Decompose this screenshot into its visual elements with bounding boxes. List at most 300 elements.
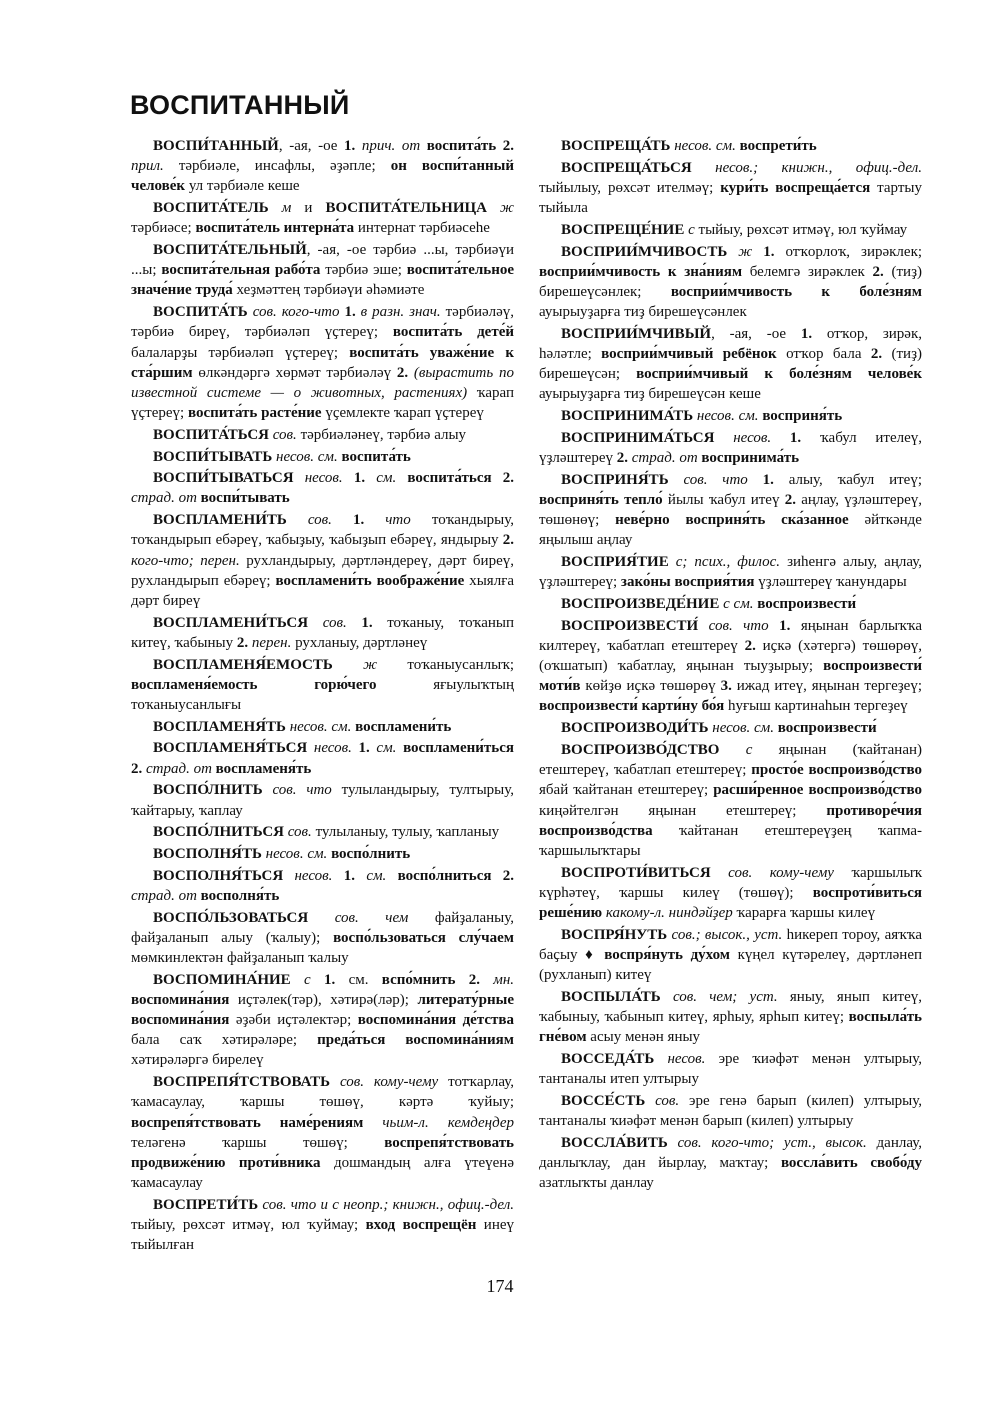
example-phrase: восприи́мчивый ребёнок [601,346,777,363]
grammar-note: несов. [313,740,352,757]
translation-text [645,1093,655,1109]
dictionary-entry [539,220,922,240]
dictionary-entry [131,970,514,1071]
example-phrase: воспита́ть расте́ние [187,405,322,422]
headword: ВОСПРИНИМА́ТЬСЯ [561,429,715,446]
example-phrase: воспыла́ть гне́вом [539,1009,922,1046]
translation-text [654,1051,667,1067]
translation-text: тәрбиәле, инсафлы, әҙәпле; [163,158,391,175]
headword: 2. [502,138,515,154]
example-phrase: воспринима́ть [701,450,800,467]
grammar-note: см. [376,740,397,757]
translation-text [332,868,343,884]
headword: ВОСПРИНИМА́ТЬ [561,408,694,425]
translation-text: тәрбиәсе; [131,220,196,237]
dictionary-entry [131,655,514,716]
translation-text: теләгенә ҡаршы төшөү; [131,1134,385,1151]
headword: ВОСПЛАМЕНЯ́ЕМОСТЬ [153,656,333,673]
translation-text: , -ая, -ое [278,138,345,154]
dictionary-entry [131,866,514,906]
example-phrase: воспроизвести́ [757,595,857,612]
translation-text [308,615,323,631]
translation-text: үҙләштереү ҡанундары [754,574,907,591]
translation-text [719,742,745,758]
example-phrase: литерату́рные воспомина́ния [131,991,514,1029]
translation-text: , -ая, -ое [711,325,801,342]
headword: ВОССЕ́СТЬ [561,1092,646,1109]
example-phrase: вспо́мнить [381,971,456,988]
headword: ВОСПОЛНЯ́ТЬСЯ [153,867,284,884]
dictionary-entry [539,470,922,551]
dictionary-entry [131,136,514,197]
grammar-note: м [281,200,292,217]
translation-text: һикереп тороу, аяҡҡа баҫыу ♦ [539,926,922,963]
translation-text: см. [348,971,382,988]
dictionary-entry [539,158,922,219]
dictionary-entry [539,1049,922,1089]
dictionary-entry [539,740,922,861]
translation-text: зиһенгә алыу, аңлау, үҙләштереү; [539,554,922,591]
translation-text: тыйыу, рөхсәт итмәү, юл ҡуймау [694,221,908,238]
translation-text: көйҙө иҫкә төшөрөү [580,678,721,695]
grammar-note: ниндәйҙер [668,905,733,922]
grammar-note: кемдеңдер [447,1114,515,1131]
translation-text: мөмкинлектән файҙаланып ҡалыу [131,949,349,966]
translation-text [668,1135,678,1151]
headword: 1. [800,325,827,342]
translation-text [496,138,503,154]
translation-text [307,740,314,756]
translation-text [291,972,304,988]
translation-text: үҫемлекте ҡарап үҫтереү [321,405,484,422]
grammar-note: с [723,595,730,612]
translation-text: ҡарап үҫтереү; [131,384,514,422]
headword: ВОСПРЕПЯ́ТСТВОВАТЬ [153,1074,331,1091]
grammar-note: сов. кому-чему [339,1074,439,1091]
translation-text [748,472,763,488]
headword: 1. [344,138,362,154]
translation-text: алыу, ҡабул итеү; [788,471,923,488]
dictionary-entry [131,1072,514,1193]
translation-text [771,430,790,446]
translation-text [711,865,729,881]
grammar-note: сов. [272,426,297,443]
translation-text: тоҡаныу, тоҡанып китеү, ҡабыныу [131,614,515,651]
headword: 2. [872,263,892,280]
grammar-note: что [385,512,411,529]
dictionary-entry [539,552,922,592]
translation-text: тәрбиә эше; [320,262,407,279]
example-phrase: он воспи́танный челове́к [131,158,515,195]
example-phrase: восприи́мчивый к боле́зням челове́к [636,366,922,383]
translation-text: (тиҙ) бирешеүсәнлек; [539,263,922,300]
example-phrase: воспита́ть [341,448,411,465]
grammar-note: с [304,971,311,988]
headword: ВОСПЛАМЕНЯ́ТЬ [153,718,286,735]
running-head: ВОСПИТАННЫЙ [130,90,350,120]
headword: ВОСПРОИЗВЕДЕ́НИЕ [561,595,720,612]
translation-text [396,470,407,486]
translation-text [294,470,305,486]
headword: 1. [343,867,367,884]
grammar-note: несов. см. [674,138,736,154]
right-column [539,136,922,1195]
headword: ВОСПО́ЛНИТЬСЯ [153,824,285,841]
grammar-note: с [688,221,695,238]
grammar-note: сов. чем; уст. [672,988,778,1005]
grammar-note: кого-что; перен. [131,552,240,569]
headword: 2. [744,637,763,654]
translation-text: тәрбиәләнеү, тәрбиә алыу [296,426,467,443]
dictionary-entry [539,1133,922,1194]
example-phrase: воспрети́ть [739,138,817,154]
headword: 2. [236,634,252,651]
translation-text [698,618,708,634]
grammar-note: с [745,741,753,758]
dictionary-entry [539,925,922,986]
translation-text [343,470,354,486]
grammar-note: см. [366,867,387,884]
headword: 1. [762,471,789,488]
grammar-note: сов. что [272,782,332,799]
dictionary-entry [131,302,514,423]
grammar-note: сов. чем [334,909,409,926]
headword: ВОСПИТА́ТЕЛЬНИЦА [325,200,487,217]
headword: 1. [344,304,361,321]
example-phrase: кури́ть воспреща́ется [720,179,871,196]
example-phrase: воспита́ться [407,470,492,487]
translation-text: азатлыҡты данлау [539,1175,654,1192]
example-phrase: воспомина́ния де́тства [357,1012,514,1029]
headword: 2. [502,470,515,487]
dictionary-entry [131,822,514,842]
grammar-note: сов. кого-что [252,304,340,321]
example-phrase: воспрепя́тствовать наме́рениям [131,1114,364,1131]
grammar-note: сов. кого-что; уст., высок. [677,1134,867,1151]
grammar-note: несов. см. [712,720,774,737]
grammar-note: с; псих., филос. [675,554,781,571]
dictionary-entry [539,428,922,468]
translation-text: өлкәндәргә хөрмәт тәрбиәләү [192,364,397,381]
grammar-note: сов. что [708,617,769,634]
headword: ВОСПРЕЩА́ТЬ [561,138,671,154]
headword: ВОСПРЕТИ́ТЬ [153,1196,259,1213]
dictionary-entry [131,738,514,778]
translation-text [669,554,676,570]
translation-text [363,1115,382,1131]
translation-text: рухланыу, дәртләнеү [291,634,428,651]
translation-text: яңынан (ҡайтанан) етештереү, ҡабатлап етештереү; [539,741,922,779]
translation-text: интернат тәрбиәсеһе [354,220,490,237]
grammar-note: в разн. знач. [360,304,441,321]
headword: ВОСПЛАМЕНИ́ТЬ [153,512,287,529]
translation-text [487,200,500,216]
grammar-note: несов. см. [289,718,352,735]
example-phrase: восприня́ть тепло́ [539,491,663,508]
headword: 3. [720,678,737,695]
example-phrase: воспроти́виться реше́нию [539,884,922,922]
dictionary-entry [539,987,922,1048]
translation-text: рухландырыу, дәртләндереү, дәрт биреү, рухландырып ебәреү; [131,552,514,589]
grammar-note: мн. [493,971,515,988]
headword: ВОСПЛАМЕНИ́ТЬСЯ [153,614,309,631]
headword: 1. [324,971,349,988]
grammar-note: сов. что и с неопр.; книжн., офиц.-дел. [262,1196,514,1213]
grammar-note: несов. [733,429,772,446]
example-phrase: противоре́чия воспроизво́дства [539,802,922,839]
headword: ВОСПИТА́ТЕЛЬНЫЙ [153,242,307,259]
dictionary-entry [539,1091,922,1131]
grammar-note: сов. [322,614,347,631]
translation-text [333,657,363,673]
example-phrase: воспита́тельное значе́ние труда́ [131,262,514,299]
dictionary-entry [539,718,922,738]
grammar-note: ж [738,243,753,260]
headword: ВОСПРИЯ́ТИЕ [561,554,669,571]
example-phrase: восприня́ть [762,408,843,425]
translation-text [669,472,684,488]
dictionary-entry [131,844,514,864]
translation-text: отҡор, зирәк, һәләтле; [539,325,922,363]
example-phrase: воспламени́ть воображе́ние [275,572,465,589]
example-phrase: воссла́вить свобо́ду [780,1154,923,1171]
translation-text: балаларҙы тәрбиәләп үҫтереү; [131,344,350,361]
grammar-note: сов. [307,512,332,529]
translation-text [752,244,763,260]
translation-text [352,740,359,756]
translation-text [308,910,335,926]
left-column [131,136,514,1257]
headword: ВОСПЫЛА́ТЬ [561,988,661,1005]
translation-text [263,782,273,798]
grammar-note: страд. от [631,450,698,467]
translation-text [386,868,397,884]
example-phrase: воспо́льзоваться слу́чаем [333,929,515,946]
example-phrase: зако́ны восприя́тия [620,574,755,591]
translation-text: отҡор бала [776,346,871,363]
translation-text: бала саҡ хәтирәләре; [131,1032,318,1049]
translation-text [332,512,353,528]
translation-text: файҙаланыу, файҙаланып алыу (ҡалыу); [131,909,514,946]
example-phrase: воспита́тель интерна́та [195,220,355,237]
headword: 2. [616,450,632,467]
dictionary-entry [131,510,514,611]
headword: ВОСПЛАМЕНЯ́ТЬСЯ [153,740,308,757]
translation-text [347,615,362,631]
example-phrase: воспрепя́тствовать продвиже́нию проти́вника [131,1134,514,1171]
grammar-note: прич. от [361,138,427,154]
headword: 2. [870,346,892,363]
headword: 1. [763,243,786,260]
example-phrase: воспо́лниться [397,867,492,884]
example-phrase: воспита́тельная рабо́та [161,262,321,279]
translation-text: тәрбиәләү, тәрбиә биреү, тәрбиәләп үҫтереү; [131,304,515,341]
example-phrase: воспря́нуть ду́хом [604,946,731,963]
headword: 1. [779,617,801,634]
example-phrase: расши́ренное воспроизво́дство [713,782,922,799]
translation-text: , -ая, -ое тәрбиә ...ы, тәрбиәүи ...ы; [131,242,514,279]
translation-text: ҡайтанан етештереүҙең ҡапма-ҡаршылыҡтары [539,822,922,859]
headword: 2. [502,867,515,884]
headword: ВОСПИ́ТАННЫЙ [153,138,279,154]
dictionary-entry [539,242,922,323]
translation-text: данлау, данлыҡлау, дан йырлау, маҡтау; [539,1134,922,1171]
translation-text: әҙәби иҫтәлектәр; [229,1012,358,1029]
translation-text: белемгә зирәклек [742,263,873,280]
translation-text: тыйылыу, рөхсәт ителмәү; [539,179,721,196]
headword: ВОСПИТА́ТЕЛЬ [153,200,269,217]
grammar-note: несов. [667,1050,706,1067]
translation-text [492,470,503,486]
translation-text: аңлау, үҙләштереү, төшөнөү; [539,491,922,529]
dictionary-entry [539,406,922,426]
headword: ВОСПОМИНА́НИЕ [153,971,291,988]
translation-text: эре ҡиәфәт менән ултырыу, тантаналы итеп ултырыу [539,1050,923,1088]
grammar-note: ж [363,656,378,673]
dictionary-entry [539,616,922,717]
headword: ВОСПРОИЗВО́ДСТВО [561,741,720,758]
grammar-note: сов. кому-чему [728,864,834,881]
dictionary-entry [539,594,922,614]
translation-text: иҫкә (хәтергә) төшөрөү, (оҡшатып) ҡабатлау, яңынан тыуҙырыу; [539,637,922,675]
dictionary-entry [131,1195,514,1256]
translation-text: тоҡандырыу, тоҡандырып ебәреү, ҡабыҙыу, ҡабыҙып ебәреү, яндырыу [131,512,515,549]
translation-text [330,1074,340,1090]
example-phrase: воспомина́ния [131,991,230,1008]
translation-text: (тиҙ) бирешеүсән; [539,346,922,383]
headword: 1. [789,429,820,446]
grammar-note: (вырастить по известной системе — о животных, растениях) [131,364,514,401]
grammar-note: см. [733,595,754,612]
translation-text: асыу менән яныу [586,1029,701,1046]
example-phrase: воспроизвести́ карти́ну бо́я [539,698,725,715]
grammar-note: несов.; книжн., офиц.-дел. [715,159,922,176]
translation-text: киңәйтелгән яңынан етештереү; [539,802,827,819]
translation-text [269,200,282,216]
example-phrase: воспи́тывать [200,490,290,507]
example-phrase: неве́рно восприня́ть ска́занное [615,512,849,529]
translation-text: тыйыу, рөхсәт итмәү, юл ҡуймау; [131,1217,366,1234]
translation-text: отҡорлоҡ, зирәклек; [785,243,923,260]
translation-text [692,160,715,176]
headword: ВОСПО́ЛНИТЬ [153,782,263,799]
headword: ВОСПИТА́ТЬ [153,304,248,321]
grammar-note: см. [376,470,397,487]
translation-text [283,868,294,884]
dictionary-entry [131,468,514,508]
dictionary-entry [131,447,514,467]
translation-text: ябай ҡайтанан етештереү; [539,782,714,799]
translation-text [727,244,738,260]
dictionary-entry [131,908,514,969]
grammar-note: несов. см. [265,845,328,862]
translation-text: инеү тыйылған [131,1217,515,1254]
headword: ВОСПИТА́ТЬСЯ [153,426,270,443]
headword: 1. [361,614,388,631]
example-phrase: воспита́ть дете́й [392,324,514,341]
headword: ВОСПОЛНЯ́ТЬ [153,845,262,862]
grammar-note: несов. [304,470,343,487]
translation-text: ул тәрбиәле кеше [185,178,300,195]
headword: 1. [352,512,386,529]
headword: 1. [353,470,377,487]
translation-text: ауырыуҙарға тиҙ бирешеүсәнлек [539,304,747,321]
grammar-note: ж [500,200,514,217]
headword: 2. [502,532,514,549]
dictionary-entry [539,863,922,924]
translation-text: әйткәнде яңылыш аңлау [539,512,922,549]
grammar-note: страд. от [131,887,197,904]
translation-text [429,1115,448,1131]
grammar-note: страд. от [131,490,197,507]
translation-text [287,512,308,528]
example-phrase: просто́е воспроизво́дство [751,762,922,779]
grammar-note: несов. [294,867,333,884]
headword: ВОСПРИИ́МЧИВОСТЬ [561,243,728,260]
translation-text: ҡарарға ҡаршы килеү [732,905,876,922]
translation-text: ҡаршылыҡ күрһәтеү, ҡаршы килеү (төшөү); [539,864,923,901]
example-phrase: воспо́лнить [331,845,411,862]
headword: ВОСПРЕЩЕ́НИЕ [561,221,685,238]
example-phrase: воспламеня́емость горю́чего [131,676,377,693]
grammar-note: несов. см. [276,448,338,465]
headword: ВОСПРОИЗВЕСТИ́ [561,617,699,634]
example-phrase: воспламени́ть [355,718,452,735]
translation-text [661,989,673,1005]
dictionary-entry [539,136,922,156]
translation-text: дошмандың алға үтеүенә ҡамасаулау [131,1154,514,1192]
headword: ВОСПРОТИ́ВИТЬСЯ [561,864,711,881]
grammar-note: сов. [655,1092,680,1109]
grammar-note: какому-л. [605,905,665,922]
example-phrase: воспита́ть [426,138,497,154]
headword: 2. [131,760,146,777]
example-phrase: воспламеня́ть [215,760,312,777]
translation-text [311,972,324,988]
example-phrase: восполня́ть [200,887,280,904]
headword: 2. [396,364,414,381]
translation-text: тотҡарлау, ҡамасаулау, ҡаршы төшөү, кәртә ҡуйыу; [131,1074,514,1111]
headword: ВОСПРИИ́МЧИВЫЙ [561,325,712,342]
translation-text: һуғыш картинаһын тергеҙеү [724,698,908,715]
headword: 2. [468,971,494,988]
translation-text: ижад итеү, яңынан тергеҙеү; [736,678,922,695]
grammar-note: перен. [251,634,292,651]
headword: ВОСПРЯ́НУТЬ [561,926,668,943]
translation-text: хыялға дәрт биреү [131,572,515,609]
translation-text: ҡабул ителеү, үҙләштереү [539,429,923,467]
headword: ВОССЕДА́ТЬ [561,1050,655,1067]
headword: ВОСПО́ЛЬЗОВАТЬСЯ [153,909,309,926]
example-phrase: восприи́мчивость к зна́ниям [539,263,743,280]
example-phrase: вход воспрещён [365,1217,477,1234]
translation-text [491,868,502,884]
translation-text: хәтирәләргә бирелеү [131,1052,264,1069]
headword: 1. [358,740,377,757]
example-phrase: воспроизвести́ [777,720,877,737]
translation-text: хеҙмәттең тәрбиәүи әһәмиәте [232,282,425,299]
example-phrase: преда́ться воспомина́ниям [317,1032,515,1049]
translation-text: йылы ҡабул итеү [662,491,785,508]
translation-text [714,430,733,446]
grammar-note: сов. что [683,471,748,488]
page-number: 174 [486,1276,514,1296]
example-phrase: воспита́ть уваже́ние к ста́ршим [131,344,514,381]
grammar-note: страд. от [146,760,212,777]
headword: ВОСПРЕЩА́ТЬСЯ [561,159,692,176]
translation-text: яңынан барлыҡҡа килтереү, ҡабатлап етештереү [539,617,922,654]
dictionary-entry [131,198,514,238]
